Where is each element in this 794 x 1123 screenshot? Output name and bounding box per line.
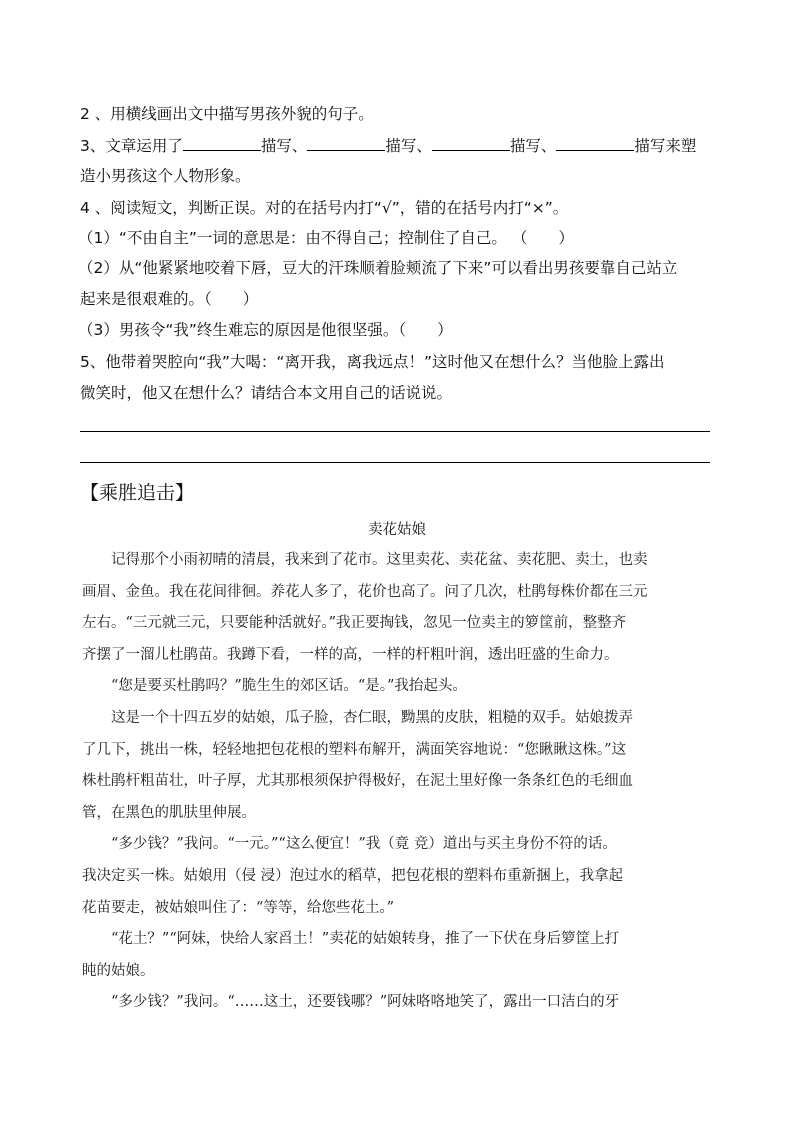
question-3-text-3: 描写、 — [509, 137, 557, 155]
question-5-line-2: 微笑时，他又在想什么？请结合本文用自己的话说说。 — [80, 384, 453, 402]
question-4-stem: 4 、阅读短文，判断正误。对的在括号内打“√”，错的在括号内打“×”。 — [80, 199, 569, 217]
question-4-item-2-line-1: （2）从“他紧紧地咬着下唇，豆大的汗珠顺着脸颊流了下来”可以看出男孩要靠自己站立 — [78, 259, 678, 277]
story-title: 卖花姑娘 — [368, 522, 426, 538]
section-heading: 【乘胜追击】 — [80, 482, 195, 504]
story-line: 左右。“三元就三元，只要能种活就好。”我正要掏钱，忽见一位卖主的箩筐前，整整齐 — [82, 615, 627, 632]
story-line: 我决定买一株。姑娘用（侵 浸）泡过水的稻草，把包花根的塑料布重新捆上，我拿起 — [82, 868, 624, 884]
answer-blank-1[interactable] — [183, 132, 261, 151]
question-3-prefix: 3、文章运用了 — [80, 137, 183, 155]
story-line: 这是一个十四五岁的姑娘，瓜子脸，杏仁眼，黝黑的皮肤，粗糙的双手。姑娘拨弄 — [82, 710, 633, 726]
answer-line-1[interactable] — [80, 431, 710, 432]
question-4-item-1: （1）“不由自主”一词的意思是：由不得自己；控制住了自己。 （ ） — [78, 229, 574, 247]
question-5-line-1: 5、他带着哭腔向“我”大喝：“离开我，离我远点！”这时他又在想什么？当他脸上露出 — [80, 353, 665, 371]
story-line: 了几下，挑出一株，轻轻地把包花根的塑料布解开，满面笑容地说：“您瞅瞅这株。”这 — [82, 741, 627, 758]
question-3 — [80, 130, 714, 162]
story-line: “您是要买杜鹃吗？”脆生生的郊区话。“是。”我抬起头。 — [82, 678, 467, 695]
question-4-item-3: （3）男孩令“我”终生难忘的原因是他很坚强。（ ） — [78, 321, 453, 339]
question-3-line-2: 造小男孩这个人物形象。 — [80, 167, 251, 185]
story-line: 记得那个小雨初晴的清晨，我来到了花市。这里卖花、卖花盆、卖花肥、卖土，也卖 — [82, 552, 648, 568]
question-3-end: 描写来塑 — [634, 137, 697, 155]
story-line: 齐摆了一溜儿杜鹃苗。我蹲下看，一样的高，一样的杆粗叶润，透出旺盛的生命力。 — [82, 646, 619, 663]
question-3-text-1: 描写、 — [260, 137, 308, 155]
answer-blank-2[interactable] — [307, 132, 385, 151]
question-3-text-2: 描写、 — [385, 137, 432, 155]
story-line: 盹的姑娘。 — [82, 962, 155, 979]
story-line: “花土？”“阿妹，快给人家舀土！”卖花的姑娘转身，推了一下伏在身后箩筐上打 — [82, 931, 620, 948]
story-line: “多少钱？”我问。“……这土，还要钱哪？”阿妹咯咯地笑了，露出一口洁白的牙 — [82, 994, 620, 1011]
question-4-item-2-line-2: 起来是很艰难的。（ ） — [80, 290, 259, 308]
story-line: 花苗要走，被姑娘叫住了：“等等，给您些花土。” — [82, 899, 395, 916]
story-line: “多少钱？”我问。“一元。”“这么便宜！”我（竟 竞）道出与买主身份不符的话。 — [82, 836, 617, 853]
story-line: 画眉、金鱼。我在花间徘徊。养花人多了，花价也高了。问了几次，杜鹃每株价都在三元 — [82, 583, 648, 600]
question-2: 2 、用横线画出文中描写男孩外貌的句子。 — [80, 105, 374, 123]
answer-blank-4[interactable] — [556, 132, 634, 151]
story-line: 株杜鹃杆粗苗壮，叶子厚，尤其那根须保护得极好，在泥土里好像一条条红色的毛细血 — [82, 773, 633, 790]
answer-blank-3[interactable] — [432, 132, 510, 151]
story-line: 管，在黑色的肌肤里伸展。 — [82, 804, 256, 821]
answer-line-2[interactable] — [80, 462, 710, 463]
